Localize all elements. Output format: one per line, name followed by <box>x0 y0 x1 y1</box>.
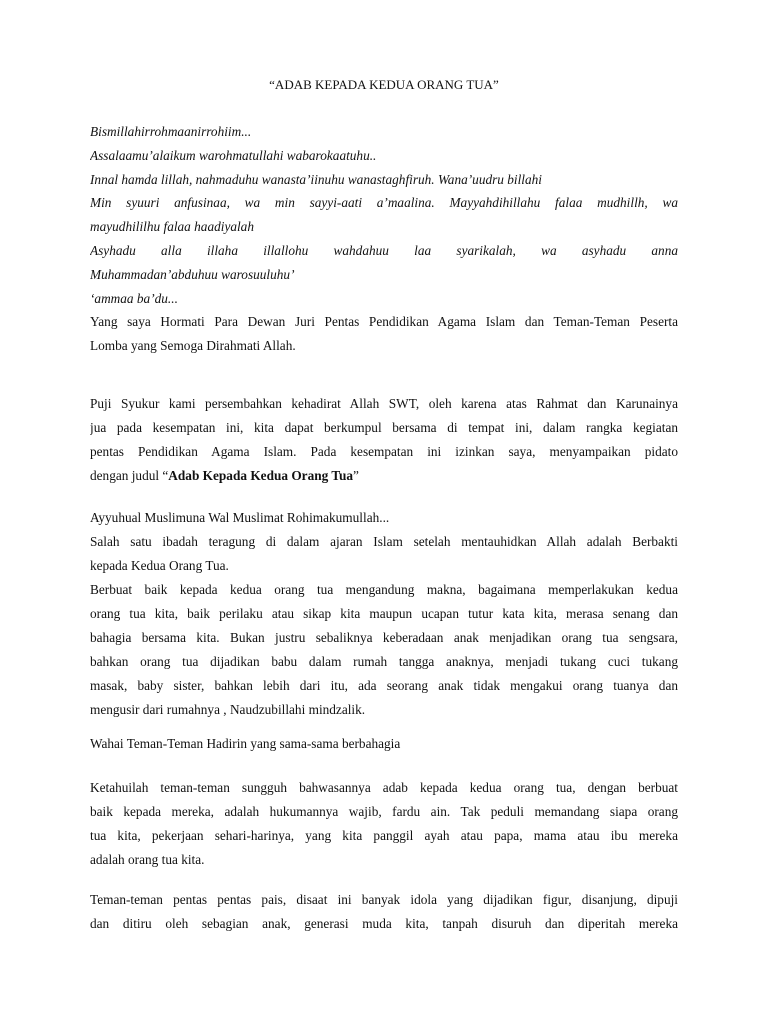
paragraph-obligation <box>90 776 678 872</box>
paragraph-line: bahkan orang tua dijadikan babu dalam rumah tangga anaknya, menjadi tukang cuci tukang <box>90 654 678 669</box>
opening-line: Assalaamu’alaikum warohmatullahi wabarokaatuhu.. <box>90 147 377 163</box>
paragraph-line: bahagia bersama kita. Bukan justru sebaliknya keberadaan anak menjadikan orang tua sengsara, <box>90 630 678 645</box>
paragraph-line: orang tua kita, baik perilaku atau sikap kita maupun ucapan tutur kata kita, merasa senang dan <box>90 606 678 621</box>
paragraph-line: baik kepada mereka, adalah hukumannya wajib, fardu ain. Tak peduli memandang siapa orang <box>90 804 678 819</box>
paragraph-address <box>90 732 678 756</box>
paragraph-line: Ayyuhual Muslimuna Wal Muslimat Rohimakumullah... <box>90 510 390 525</box>
paragraph-line: Puji Syukur kami persembahkan kehadirat Allah SWT, oleh karena atas Rahmat dan Karunainya <box>90 396 678 411</box>
paragraph-line: masak, baby sister, bahkan lebih dari itu, ada seorang anak tidak mengakui orang tuanya dan <box>90 678 678 693</box>
opening-line: Min syuuri anfusinaa, wa min sayyi-aati a’maalina. Mayyahdihillahu falaa mudhillh, wa <box>90 195 678 211</box>
paragraph-gratitude <box>90 392 678 488</box>
speech-title-suffix: ” <box>353 468 359 483</box>
paragraph-line: Salah satu ibadah teragung di dalam ajaran Islam setelah mentauhidkan Allah adalah Berbakti <box>90 534 678 549</box>
document-title: “ADAB KEPADA KEDUA ORANG TUA” <box>269 77 499 92</box>
paragraph-line: Lomba yang Semoga Dirahmati Allah. <box>90 338 296 353</box>
opening-line: Bismillahirrohmaanirrohiim... <box>90 124 252 139</box>
paragraph-line: Berbuat baik kepada kedua orang tua mengandung makna, bagaimana memperlakukan kedua <box>90 582 678 597</box>
paragraph-main <box>90 506 678 722</box>
paragraph-line: Ketahuilah teman-teman sungguh bahwasannya adab kepada kedua orang tua, dengan berbuat <box>90 780 678 795</box>
paragraph-salutation <box>90 310 678 358</box>
paragraph-line: kepada Kedua Orang Tua. <box>90 558 229 573</box>
paragraph-line: dan ditiru oleh sebagian anak, generasi muda kita, tanpah disuruh dan diperitah mereka <box>90 916 678 931</box>
paragraph-line: Teman-teman pentas pentas pais, disaat ini banyak idola yang dijadikan figur, disanjung, dipuji <box>90 892 678 907</box>
paragraph-line: adalah orang tua kita. <box>90 852 205 867</box>
opening-greeting <box>90 120 678 310</box>
opening-line: Asyhadu alla illaha illallohu wahdahuu laa syarikalah, wa asyhadu anna <box>90 242 678 258</box>
paragraph-line: mengusir dari rumahnya , Naudzubillahi mindzalik. <box>90 702 366 717</box>
opening-line: Innal hamda lillah, nahmaduhu wanasta’iinuhu wanastaghfiruh. Wana’uudru billahi <box>90 171 542 187</box>
paragraph-line: tua kita, pekerjaan sehari-harinya, yang kita panggil ayah atau papa, mama atau ibu mereka <box>90 828 678 843</box>
opening-line: ‘ammaa ba’du... <box>90 290 178 306</box>
paragraph-line: Yang saya Hormati Para Dewan Juri Pentas Pendidikan Agama Islam dan Teman-Teman Peserta <box>90 314 678 329</box>
paragraph-line: jua pada kesempatan ini, kita dapat berkumpul bersama di tempat ini, dalam rangka kegiatan <box>90 420 678 435</box>
paragraph-line: Wahai Teman-Teman Hadirin yang sama-sama berbahagia <box>90 736 401 751</box>
paragraph-line <box>90 464 678 488</box>
speech-title: Adab Kepada Kedua Orang Tua <box>168 468 354 483</box>
speech-title-prefix: dengan judul “ <box>90 468 169 483</box>
paragraph-idols <box>90 888 678 936</box>
opening-line: mayudhililhu falaa haadiyalah <box>90 219 254 235</box>
paragraph-line: pentas Pendidikan Agama Islam. Pada kesempatan ini izinkan saya, menyampaikan pidato <box>90 444 678 459</box>
opening-line: Muhammadan’abduhuu warosuuluhu’ <box>90 266 295 282</box>
